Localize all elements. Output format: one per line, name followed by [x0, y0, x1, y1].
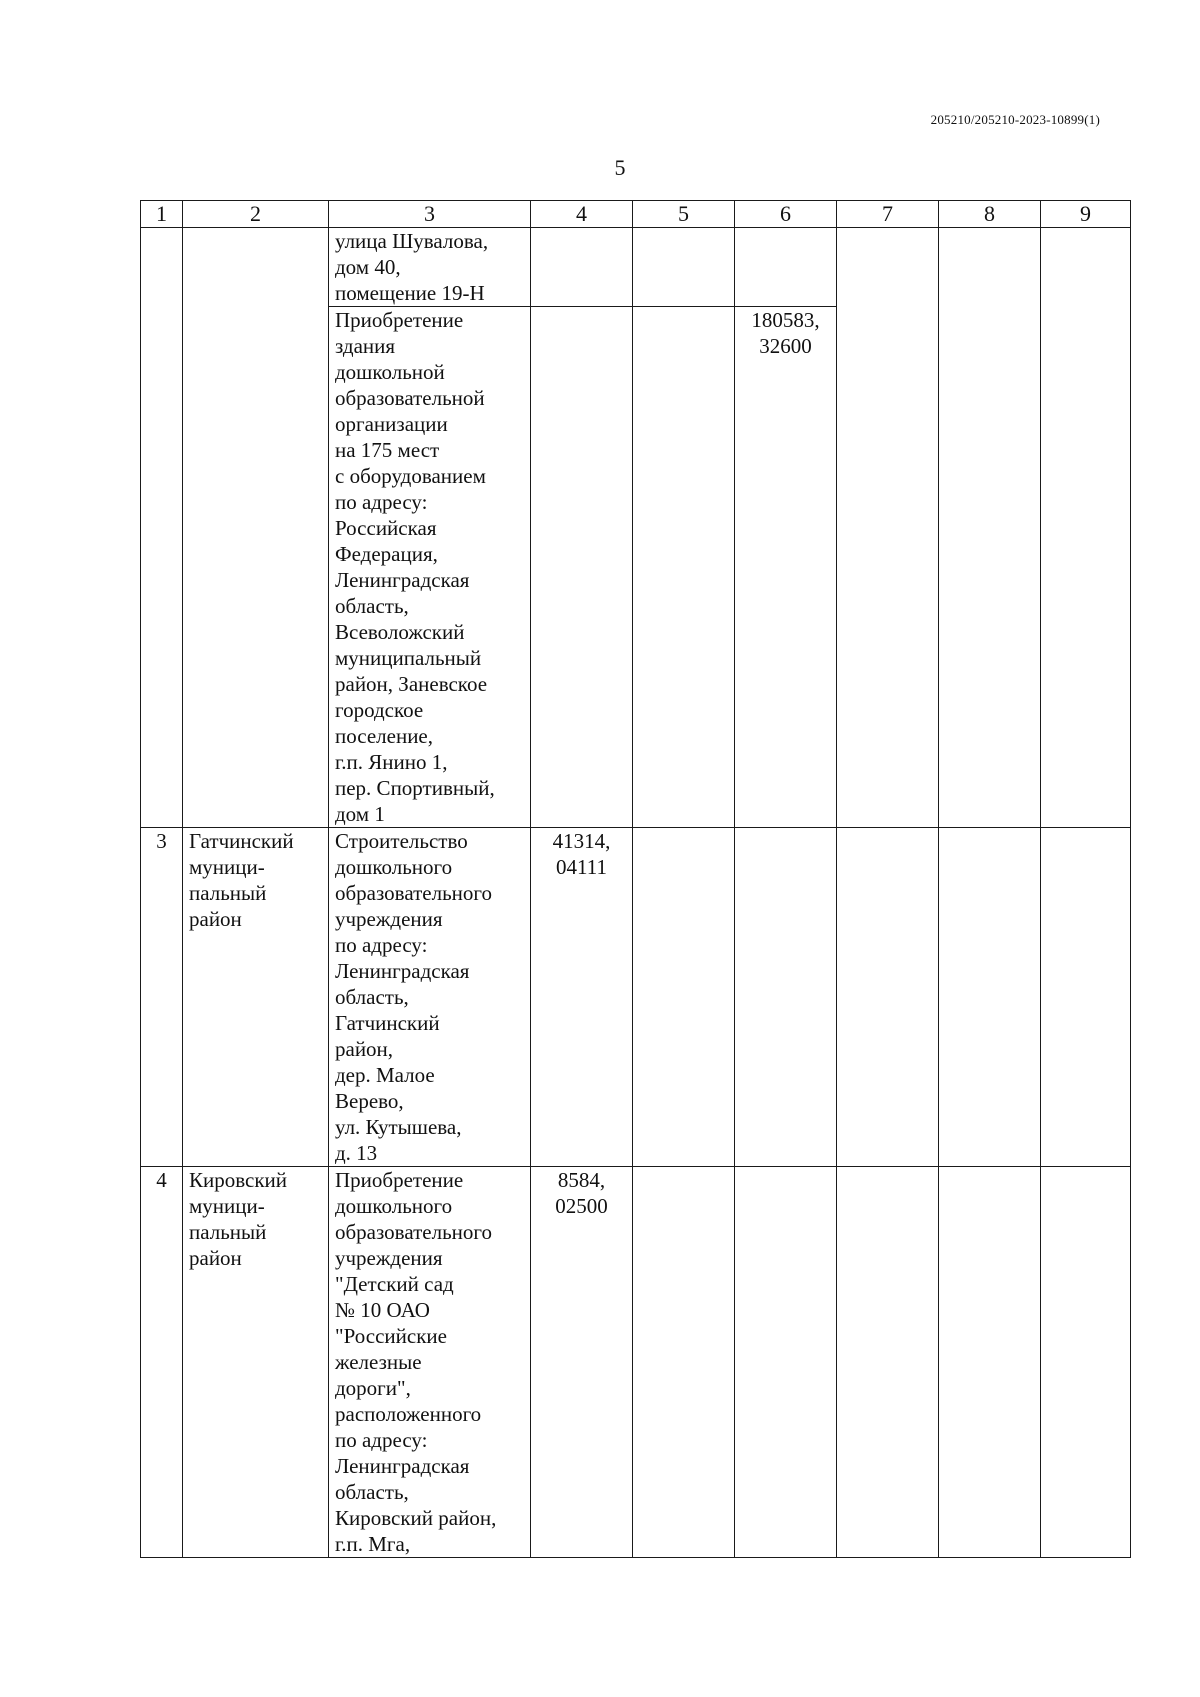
- row-number-cell: [141, 228, 183, 828]
- document-id: 205210/205210-2023-10899(1): [930, 112, 1100, 127]
- table-header-row: [141, 201, 1131, 228]
- table-row: [141, 828, 1131, 1167]
- column-6-value: [735, 828, 837, 1167]
- table-row: [141, 228, 1131, 307]
- object-description-cell: Строительство дошкольного образовательного учреждения по адресу: Ленинградская область, Гатчинский район, дер. Малое Верево, ул. Кутышева, д. 13: [329, 828, 531, 1167]
- district-cell: Кировский муници- пальный район: [183, 1167, 329, 1558]
- district-cell: Гатчинский муници- пальный район: [183, 828, 329, 1167]
- column-header-5: 5: [633, 201, 735, 228]
- object-description-cell: улица Шувалова, дом 40, помещение 19-Н: [329, 228, 531, 307]
- column-8-value: [939, 1167, 1041, 1558]
- column-5-value: [633, 307, 735, 828]
- column-6-value: 180583, 32600: [735, 307, 837, 828]
- column-4-value: [531, 307, 633, 828]
- district-cell: [183, 228, 329, 828]
- column-4-value: 41314, 04111: [531, 828, 633, 1167]
- column-5-value: [633, 828, 735, 1167]
- page-number: 5: [614, 155, 626, 180]
- column-header-2: 2: [183, 201, 329, 228]
- column-4-value: 8584, 02500: [531, 1167, 633, 1558]
- column-header-7: 7: [837, 201, 939, 228]
- column-9-value: [1041, 1167, 1131, 1558]
- row-number-cell: 3: [141, 828, 183, 1167]
- column-8-value: [939, 228, 1041, 828]
- column-header-9: 9: [1041, 201, 1131, 228]
- column-9-value: [1041, 228, 1131, 828]
- column-header-8: 8: [939, 201, 1041, 228]
- object-description-cell: Приобретение дошкольного образовательного учреждения "Детский сад № 10 ОАО "Российские железные дороги", расположенного по адресу: Ленинградская область, Кировский район, г.п. Мга,: [329, 1167, 531, 1558]
- column-9-value: [1041, 828, 1131, 1167]
- column-4-value: [531, 228, 633, 307]
- column-5-value: [633, 1167, 735, 1558]
- data-table: [140, 200, 1131, 1558]
- column-header-4: 4: [531, 201, 633, 228]
- column-6-value: [735, 1167, 837, 1558]
- row-number-cell: 4: [141, 1167, 183, 1558]
- column-header-6: 6: [735, 201, 837, 228]
- column-8-value: [939, 828, 1041, 1167]
- column-header-1: 1: [141, 201, 183, 228]
- column-7-value: [837, 1167, 939, 1558]
- object-description-cell: Приобретение здания дошкольной образовательной организации на 175 мест с оборудованием по адресу: Российская Федерация, Ленинградская область, Всеволожский муниципальный район, Заневское городское поселение, г.п. Янино 1, пер. Спортивный, дом 1: [329, 307, 531, 828]
- table-row: [141, 1167, 1131, 1558]
- column-6-value: [735, 228, 837, 307]
- column-5-value: [633, 228, 735, 307]
- column-header-3: 3: [329, 201, 531, 228]
- column-7-value: [837, 228, 939, 828]
- column-7-value: [837, 828, 939, 1167]
